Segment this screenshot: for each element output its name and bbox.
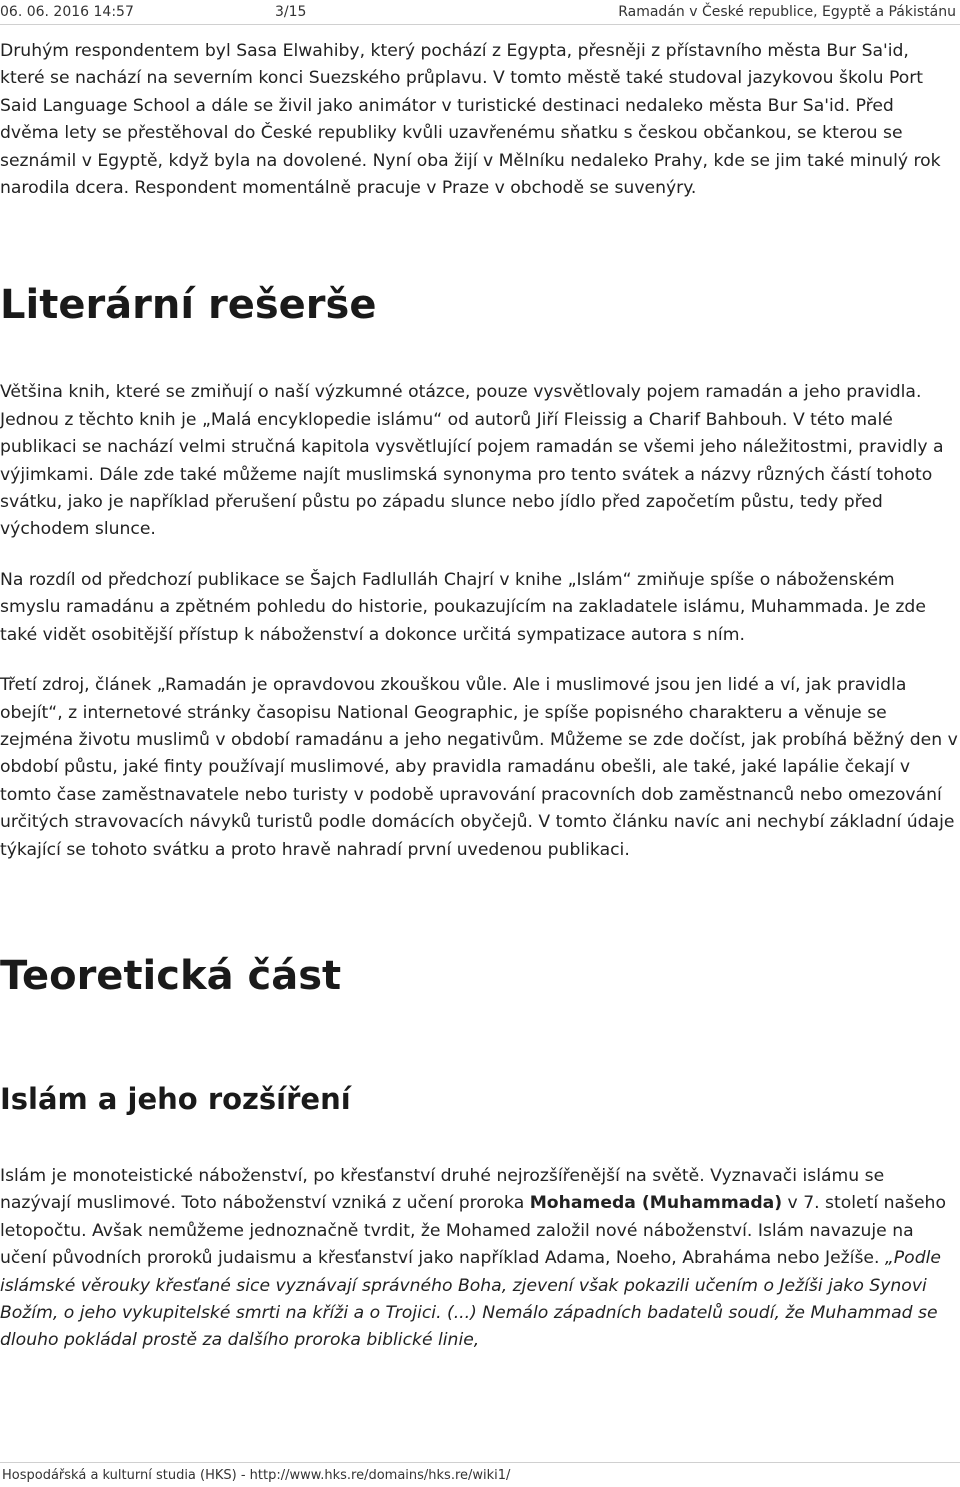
- subsection-heading-islam: Islám a jeho rozšíření: [0, 1081, 351, 1116]
- text-segment: Je zde také vidět osobitější přístup k náboženství a dokonce určitá sympatizace autora s ním.: [0, 597, 926, 645]
- text-segment: Vyznavači islámu se nazývají muslimové.: [0, 1165, 885, 1214]
- text-segment: Můžeme se zde dočíst, jak probíhá běžný den v období půstu, jaké finty používají muslimové, aby pravidla ramadánu obešli, ale také, jaké lapálie čekají v tomto čase zaměstnavatele nebo turisty v podobě upravování pracovních dob zaměstnanců nebo omezování určitých stravovacích návyků turistů podle domácích obyčejů.: [0, 729, 958, 833]
- text-segment: Islám navazuje na učení původních proroků judaismu a křesťanství jako například Adama, Noeho, Abraháma nebo Ježíše.: [0, 1220, 914, 1269]
- literature-paragraph-3: [0, 672, 958, 864]
- islam-paragraph-1: [0, 1163, 958, 1355]
- text-segment: Islám je monoteistické náboženství, po křesťanství druhé nejrozšířenější na světě.: [0, 1165, 711, 1186]
- text-segment: Jednou z těchto knih je „Malá encyklopedie islámu“ od autorů Jiří Fleissig a Charif Bahbouh.: [0, 409, 793, 430]
- section-heading-theory: Teoretická část: [0, 952, 342, 999]
- text-segment: v 7. století našeho letopočtu.: [0, 1193, 946, 1241]
- text-segment: Na rozdíl od předchozí publikace se Šajch Fadlulláh Chajrí v knihe „Islám“ zmiňuje spíše o náboženském smyslu ramadánu a zpětném pohledu do historie, poukazujícím na zakladatele islámu, Muhammada.: [0, 569, 895, 618]
- text-segment: Druhým respondentem byl Sasa Elwahiby, který pochází z Egypta, přesněji z přístavního města Bur Sa'id, které se nachází na severním konci Suezského průplavu.: [0, 41, 909, 89]
- literature-paragraph-2: [0, 567, 958, 649]
- text-segment: Toto náboženství vzniká z učení proroka: [181, 1193, 530, 1214]
- text-segment: Dále zde také můžeme najít muslimská synonyma pro tento svátek a názvy různých částí tohoto svátku, jako je například přerušení půstu po západu slunce nebo jídlo před započetím půstu, tedy před východem slunce.: [0, 464, 933, 540]
- text-segment: V tomto článku navíc ani nechybí základní údaje týkající se tohoto svátku a proto hravě nahradí první uvedenou publikaci.: [0, 812, 955, 860]
- text-segment: Před dvěma lety se přestěhoval do České republiky kvůli uzavřenému sňatku s českou občankou, se kterou se seznámil v Egyptě, když byla na dovolené.: [0, 95, 903, 171]
- literature-paragraph-1: [0, 379, 958, 543]
- document-body: [0, 38, 958, 1355]
- header-divider: [0, 24, 960, 25]
- text-segment: Respondent momentálně pracuje v Praze v obchodě se suvenýry.: [134, 178, 697, 199]
- page-header: [0, 0, 960, 24]
- text-segment: V tomto městě také studoval jazykovou školu Port Said Language School a dále se živil jako animátor v turistické destinaci nedaleko města Bur Sa'id.: [0, 68, 924, 116]
- footer-source-link: Hospodářská a kulturní studia (HKS) - http://www.hks.re/domains/hks.re/wiki1/: [2, 1468, 511, 1483]
- page-footer: [0, 1462, 960, 1487]
- section-heading-literature: Literární rešerše: [0, 282, 377, 329]
- text-segment: Avšak nemůžeme jednoznačně tvrdit, že Mohamed založil nové náboženství.: [92, 1220, 758, 1241]
- intro-paragraph: [0, 38, 958, 202]
- text-segment: Nyní oba žijí v Mělníku nedaleko Prahy, kde se jim také minulý rok narodila dcera.: [0, 150, 941, 199]
- italic-quotation: „Podle islámské věrouky křesťané sice vyznávají správného Boha, zjevení však pokazili učením o Ježíši jako Synovi Božím, o jeho vykupitelské smrti na kříži a o Trojici. (...) Nemálo západních badatelů soudí, že Muhammad se dlouho pokládal prostě za dalšího proroka biblické linie,: [0, 1248, 941, 1351]
- header-datetime: 06. 06. 2016 14:57: [0, 4, 134, 20]
- text-segment: V této malé publikaci se nachází velmi stručná kapitola vysvětlující pojem ramadán se všemi jeho náležitostmi, pravidly a výjimkami.: [0, 409, 944, 485]
- bold-prophet-name: Mohameda (Muhammada): [529, 1193, 783, 1214]
- header-document-title: Ramadán v České republice, Egyptě a Pákistánu: [618, 4, 956, 20]
- text-segment: Třetí zdroj, článek „Ramadán je opravdovou zkouškou vůle. Ale i muslimové jsou jen lidé a ví, jak pravidla obejít“, z internetové stránky časopisu National Geographic, je spíše popisného charakteru a věnuje se zejména životu muslimů v období ramadánu a jeho negativům.: [0, 675, 907, 750]
- header-page-number: 3/15: [275, 4, 307, 20]
- text-segment: Většina knih, které se zmiňují o naší výzkumné otázce, pouze vysvětlovaly pojem ramadán a jeho pravidla.: [0, 382, 922, 403]
- footer-divider: [0, 1462, 960, 1463]
